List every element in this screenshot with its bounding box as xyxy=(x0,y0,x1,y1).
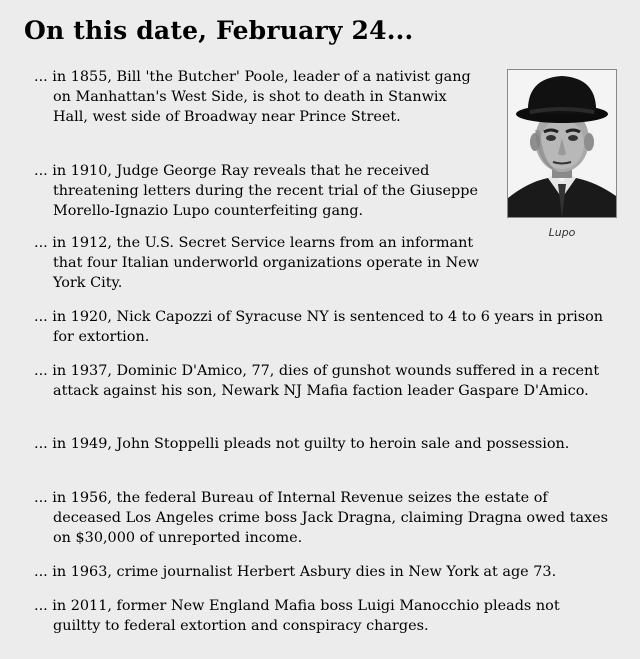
photo-caption: Lupo xyxy=(548,226,576,239)
entry-2011: ... in 2011, former New England Mafia boss Luigi Manocchio pleads not guiltty to federal extortion and conspiracy charges. xyxy=(34,598,560,634)
entry-1949: ... in 1949, John Stoppelli pleads not guilty to heroin sale and possession. xyxy=(34,436,570,452)
lupo-portrait-photo xyxy=(507,69,617,218)
portrait-image xyxy=(508,70,616,217)
entry-1963: ... in 1963, crime journalist Herbert Asbury dies in New York at age 73. xyxy=(34,564,557,580)
entry-1937: ... in 1937, Dominic D'Amico, 77, dies of gunshot wounds suffered in a recent attack against his son, Newark NJ Mafia faction leader Gaspare D'Amico. xyxy=(34,363,600,399)
entry-1912: ... in 1912, the U.S. Secret Service learns from an informant that four Italian underworld organizations operate in New York City. xyxy=(34,235,480,291)
entry-1920: ... in 1920, Nick Capozzi of Syracuse NY is sentenced to 4 to 6 years in prison for extortion. xyxy=(34,309,604,345)
entry-1956: ... in 1956, the federal Bureau of Internal Revenue seizes the estate of deceased Los Angeles crime boss Jack Dragna, claiming Dragna owed taxes on $30,000 of unreported income. xyxy=(34,490,609,546)
page-title: On this date, February 24... xyxy=(24,16,414,45)
entry-1855: ... in 1855, Bill 'the Butcher' Poole, leader of a nativist gang on Manhattan's West Side, is shot to death in Stanwix Hall, west side of Broadway near Prince Street. xyxy=(34,69,471,125)
entry-1910: ... in 1910, Judge George Ray reveals that he received threatening letters during the recent trial of the Giuseppe Morello-Ignazio Lupo counterfeiting gang. xyxy=(34,163,478,219)
